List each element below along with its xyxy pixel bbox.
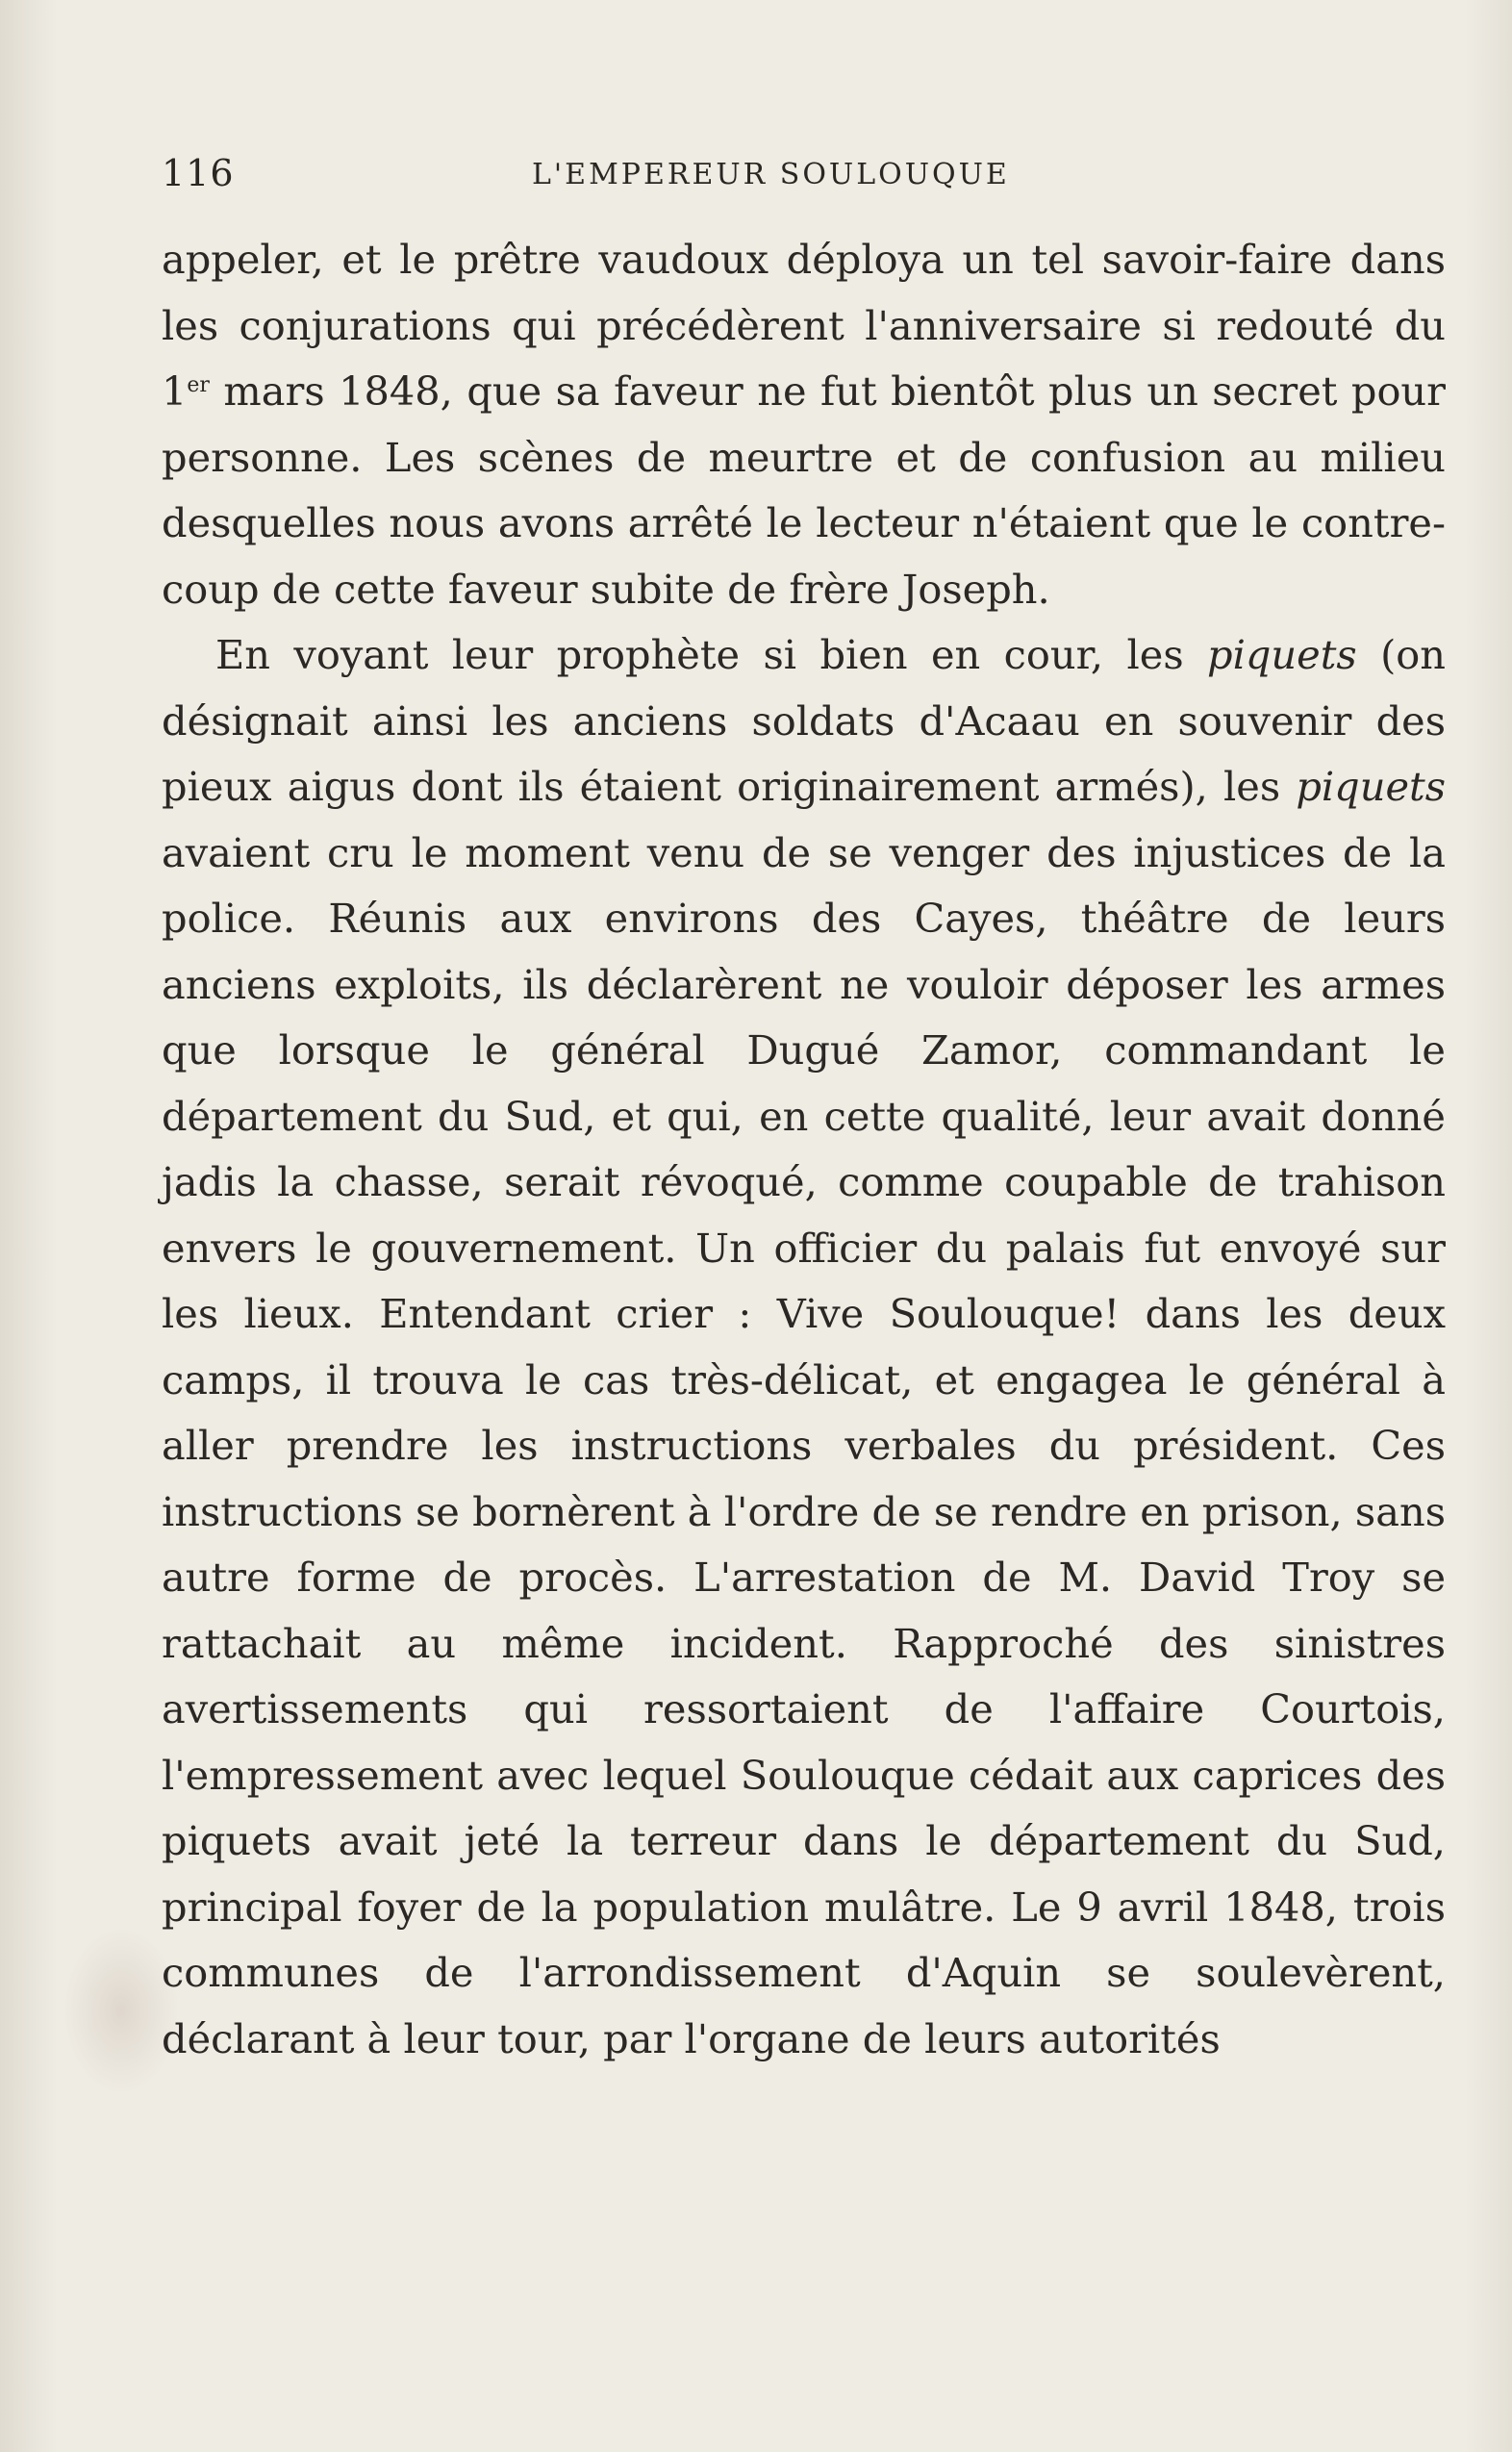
italic-term-piquets-1: piquets: [1207, 631, 1357, 678]
paragraph-2-text-a: En voyant leur prophète si bien en cour, les: [215, 631, 1208, 678]
paragraph-2-text-c: avaient cru le moment venu de se venger des injustices de la police. Réunis aux environs des Cayes, théâtre de leurs anciens exploits, ils déclarèrent ne vouloir déposer les armes que lorsque le général Dugué Zamor, commandant le département du Sud, et qui, en cette qualité, leur avait donné jadis la chasse, serait révoqué, comme coupable de trahison envers le gouvernement. Un officier du palais fut envoyé sur les lieux. Entendant crier : Vive Soulouque! dans les deux camps, il trouva le cas très-délicat, et engagea le général à aller prendre les instructions verbales du président. Ces instructions se bornèrent à l'ordre de se rendre en prison, sans autre forme de procès. L'arrestation de M. David Troy se rattachait au même incident. Rapproché des sinistres avertissements qui ressortaient de l'affaire Courtois, l'empressement avec lequel Soulouque cédait aux caprices des piquets avait jeté la terreur dans le département du Sud, principal foyer de la population mulâtre. Le 9 avril 1848, trois communes de l'arrondissement d'Aquin se soulevèrent, déclarant à leur tour, par l'organe de leurs autorités: [162, 828, 1446, 2062]
running-title: L'EMPEREUR SOULOUQUE: [532, 158, 1010, 191]
italic-term-piquets-2: piquets: [1296, 763, 1446, 810]
paragraph-1: [162, 227, 1446, 622]
body-text: [162, 227, 1446, 2072]
paragraph-1-text-b: mars 1848, que sa faveur ne fut bientôt plus un secret pour personne. Les scènes de meurtre et de confusion au milieu desquelles nous avons arrêté le lecteur n'étaient que le contre-coup de cette faveur subite de frère Joseph.: [162, 367, 1446, 613]
ordinal-superscript: er: [187, 373, 210, 397]
running-head: [162, 152, 1450, 200]
page-number: 116: [162, 152, 235, 194]
paragraph-2: [162, 622, 1446, 2072]
paragraph-2-text-b: (on désignait ainsi les anciens soldats d'Acaau en souvenir des pieux aigus dont ils étaient originairement armés), les: [162, 631, 1446, 810]
paragraph-1-text-a: appeler, et le prêtre vaudoux déploya un tel savoir-faire dans les conjurations qui précédèrent l'anniversaire si redouté du 1: [162, 236, 1446, 415]
